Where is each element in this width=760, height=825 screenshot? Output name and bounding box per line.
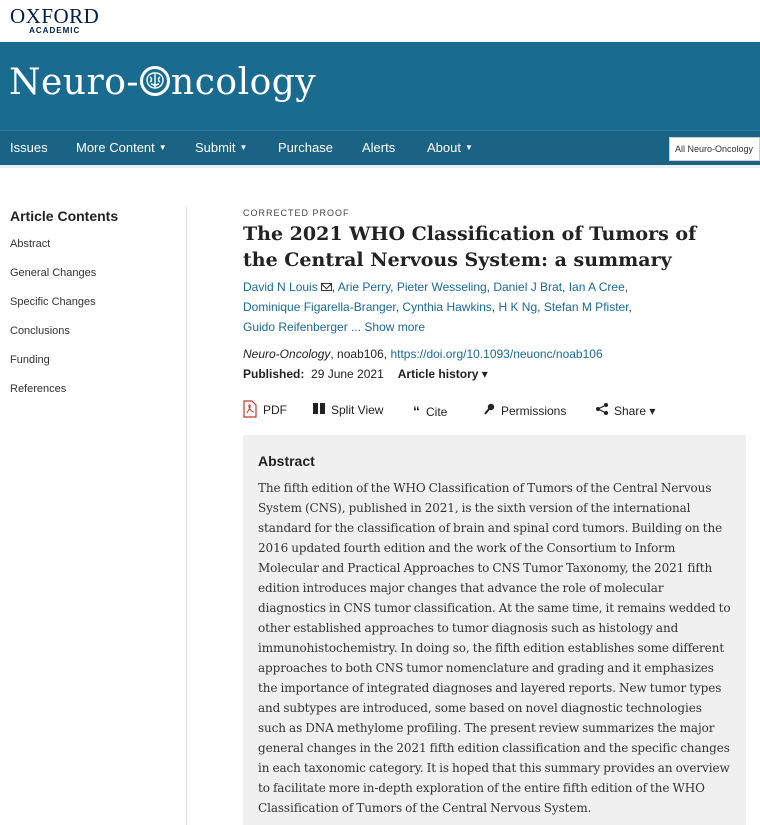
- published-line: [243, 367, 753, 381]
- sidebar-heading: Article Contents: [10, 208, 119, 224]
- article-status: CORRECTED PROOF: [243, 208, 350, 218]
- author-link[interactable]: Pieter Wesseling: [396, 280, 487, 294]
- share-icon: [596, 403, 608, 418]
- author-link[interactable]: Cynthia Hawkins: [402, 300, 492, 314]
- nav-more-content-label: More Content: [76, 140, 155, 155]
- journal-name: Neuro-Oncology: [243, 347, 331, 361]
- nav-purchase-label: Purchase: [278, 140, 333, 155]
- publisher-bar: [0, 0, 760, 42]
- nav-submit[interactable]: [195, 140, 247, 155]
- nav-divider: [0, 165, 760, 168]
- permissions-button[interactable]: [484, 403, 566, 418]
- author-list: David N Louis , Arie Perry, Pieter Wesseling, Daniel J Brat, Ian A Cree, Dominique Figarella-Branger, Cynthia Hawkins, H K Ng, Stefan M Pfister, Guido Reifenberger ... Show more: [243, 280, 632, 334]
- sidebar-divider: [186, 207, 187, 825]
- sidebar-item-references[interactable]: References: [10, 383, 67, 395]
- sidebar-item-conclusions[interactable]: Conclusions: [10, 325, 70, 337]
- sidebar-item-funding[interactable]: Funding: [10, 354, 50, 366]
- article-history-toggle[interactable]: Article history ▾: [397, 367, 488, 381]
- cite-label: Cite: [426, 405, 448, 419]
- author-link[interactable]: Ian A Cree: [568, 280, 625, 294]
- chevron-down-icon: ▼: [464, 143, 473, 152]
- nav-submit-label: Submit: [195, 140, 236, 155]
- author-link[interactable]: David N Louis: [243, 280, 318, 294]
- nav-more-content[interactable]: [76, 140, 167, 155]
- author-link[interactable]: Arie Perry: [337, 280, 391, 294]
- show-more-authors-link[interactable]: ... Show more: [351, 320, 426, 334]
- chevron-down-icon: ▼: [158, 143, 167, 152]
- sidebar-item-specific-changes[interactable]: Specific Changes: [10, 296, 96, 308]
- split-view-button[interactable]: [313, 403, 383, 417]
- author-link[interactable]: Dominique Figarella-Branger: [243, 300, 396, 314]
- pdf-label: PDF: [263, 403, 287, 417]
- sidebar-item-abstract[interactable]: Abstract: [10, 238, 51, 250]
- article-toolbar: [243, 400, 753, 424]
- citation-line: [243, 347, 753, 361]
- nav-about-label: About: [427, 140, 461, 155]
- article-contents-sidebar: [10, 208, 180, 412]
- logo-oxford-text: OXFORD: [10, 4, 100, 28]
- article-id: , noab106,: [330, 347, 391, 361]
- nav-about[interactable]: [427, 140, 473, 155]
- abstract-heading: Abstract: [258, 453, 315, 469]
- article-header: [243, 208, 753, 381]
- pdf-button[interactable]: [243, 400, 287, 421]
- published-date: 29 June 2021: [311, 367, 384, 381]
- journal-title-right: ncology: [171, 62, 317, 103]
- brain-logo-icon: [140, 66, 170, 96]
- oxford-academic-logo[interactable]: [10, 6, 99, 35]
- search-scope-select[interactable]: All Neuro-Oncology: [669, 137, 760, 161]
- main-nav: [0, 130, 760, 165]
- journal-banner: [0, 42, 760, 130]
- abstract-section: [243, 435, 746, 825]
- journal-title[interactable]: [9, 62, 316, 103]
- author-link[interactable]: Guido Reifenberger: [243, 320, 348, 334]
- share-button[interactable]: [596, 403, 655, 418]
- author-link[interactable]: H K Ng: [498, 300, 538, 314]
- logo-academic-text: ACADEMIC: [29, 26, 81, 35]
- nav-issues[interactable]: [10, 140, 48, 155]
- sidebar-item-general-changes[interactable]: General Changes: [10, 267, 97, 279]
- key-icon: [484, 403, 495, 418]
- doi-link[interactable]: https://doi.org/10.1093/neuonc/noab106: [390, 347, 603, 361]
- quote-icon: “: [413, 403, 420, 419]
- chevron-down-icon: ▼: [239, 143, 248, 152]
- abstract-text: The fifth edition of the WHO Classification of Tumors of the Central Nervous System (CNS), published in 2021, is the sixth version of the international standard for the classification of brain and spinal cord tumors. Building on the 2016 updated fourth edition and the work of the Consortium to Inform Molecular and Practical Approaches to CNS Tumor Taxonomy, the 2021 fifth edition introduces major changes that advance the role of molecular diagnostics in CNS tumor classification. At the same time, it remains wedded to other established approaches to tumor diagnosis such as histology and immunohistochemistry. In doing so, the fifth edition establishes some different approaches to both CNS tumor nomenclature and grading and it emphasizes the importance of integrated diagnoses and layered reports. New tumor types and subtypes are introduced, some based on novel diagnostic technologies such as DNA methylome profiling. The present review summarizes the major general changes in the 2021 fifth edition classification and the specific changes in each taxonomic category. It is hoped that this summary provides an overview to facilitate more in-depth exploration of the entire fifth edition of the WHO Classification of Tumors of the Central Nervous System.: [258, 481, 731, 815]
- author-link[interactable]: Stefan M Pfister: [543, 300, 629, 314]
- envelope-icon[interactable]: [321, 283, 332, 291]
- nav-issues-label: Issues: [10, 140, 48, 155]
- nav-purchase[interactable]: [278, 140, 333, 155]
- author-link[interactable]: Daniel J Brat: [493, 280, 563, 294]
- cite-button[interactable]: [413, 403, 447, 419]
- share-label: Share ▾: [614, 404, 656, 418]
- nav-alerts-label: Alerts: [362, 140, 396, 155]
- permissions-label: Permissions: [501, 404, 567, 418]
- published-label: Published:: [243, 367, 305, 381]
- journal-title-left: Neuro-: [9, 62, 140, 103]
- split-view-icon: [313, 403, 325, 417]
- nav-alerts[interactable]: [362, 140, 395, 155]
- article-title: The 2021 WHO Classification of Tumors of the Central Nervous System: a summary: [243, 223, 697, 271]
- split-view-label: Split View: [331, 403, 384, 417]
- pdf-icon: [243, 400, 257, 421]
